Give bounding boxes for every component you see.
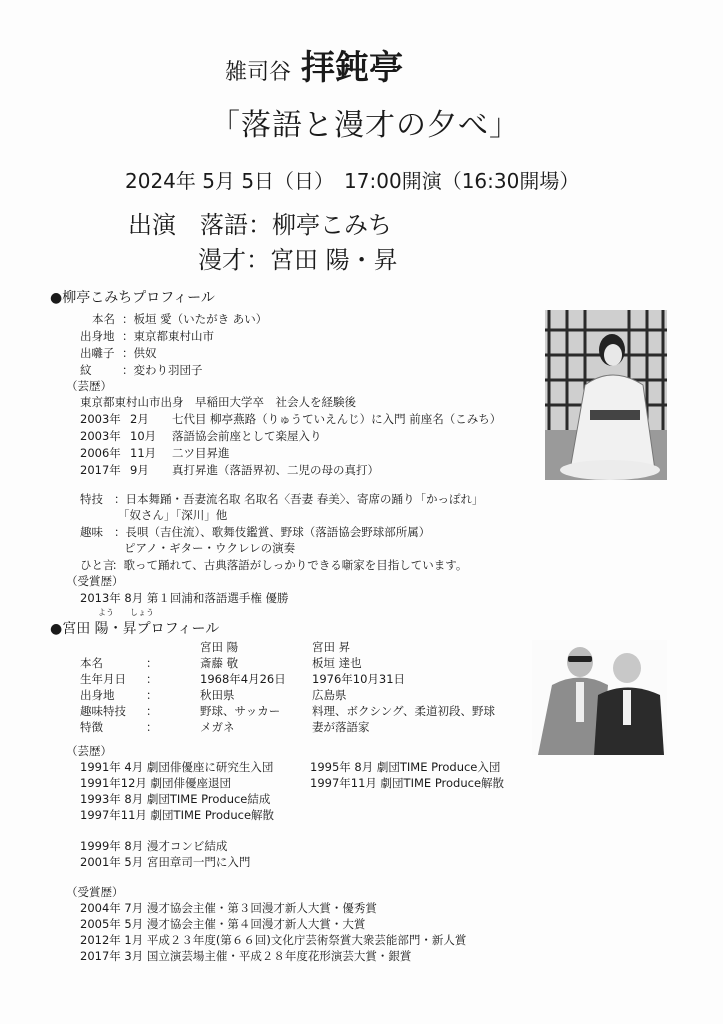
miyata-award-heading: （受賞歴） [66, 885, 124, 899]
komichi-photo [545, 310, 667, 480]
miyata-row-you-4: メガネ [200, 720, 235, 734]
cast-manzai: 漫才：宮田 陽・昇 [198, 246, 398, 274]
komichi-skills-2: 「奴さん」「深川」他 [118, 508, 228, 522]
miyata-career-left-0: 1991年 4月 劇団俳優座に研究生入団 [80, 760, 274, 774]
miyata-career-left-2: 1993年 8月 劇団TIME Produce結成 [80, 792, 271, 806]
miyata-row-label-3: 趣味特技 [80, 704, 126, 718]
miyata-career-more-1: 2001年 5月 宮田章司一門に入門 [80, 855, 251, 869]
komichi-info-value-2: ：供奴 [122, 346, 157, 360]
komichi-career-month-2: 11月 [130, 446, 157, 460]
event-title: 「落語と漫才の夕べ」 [210, 108, 520, 143]
komichi-word-label: ひと言 [80, 558, 115, 572]
miyata-row-label-0: 本名 [80, 656, 103, 670]
miyata-career-left-3: 1997年11月 劇団TIME Produce解散 [80, 808, 275, 822]
venue-small: 雑司谷 [225, 60, 292, 85]
paper-show-through [590, 20, 720, 310]
miyata-row-you-1: 1968年4月26日 [200, 672, 286, 686]
komichi-hobby-1: ：長唄（吉住流）、歌舞伎鑑賞、野球（落語協会野球部所属） [114, 525, 431, 539]
komichi-career-text-2: 二ツ目昇進 [172, 446, 230, 460]
miyata-photo-drawing [532, 640, 667, 755]
miyata-row-you-3: 野球、サッカー [200, 704, 281, 718]
miyata-award-2: 2012年 1月 平成２３年度(第６６回)文化庁芸術祭賞大衆芸能部門・新人賞 [80, 933, 467, 947]
miyata-row-label-1: 生年月日 [80, 672, 126, 686]
komichi-career-year-2: 2006年 [80, 446, 121, 460]
ruby-shou: しょう [130, 608, 154, 617]
miyata-career-left-1: 1991年12月 劇団俳優座退団 [80, 776, 232, 790]
komichi-career-year-1: 2003年 [80, 429, 121, 443]
miyata-row-you-2: 秋田県 [200, 688, 235, 702]
miyata-row-label-2: 出身地 [80, 688, 115, 702]
komichi-info-value-3: ：変わり羽団子 [122, 363, 203, 377]
miyata-row-sep-1: ： [146, 672, 158, 686]
komichi-skills-1: ：日本舞踊・吾妻流名取 名取名〈吾妻 春美〉、寄席の踊り「かっぽれ」 [114, 492, 484, 506]
komichi-hobby-label: 趣味 [80, 525, 103, 539]
komichi-career-month-0: 2月 [130, 412, 149, 426]
miyata-row-you-0: 斎藤 敬 [200, 656, 239, 670]
miyata-row-shou-0: 板垣 達也 [312, 656, 362, 670]
miyata-heading: ●宮田 陽・昇プロフィール [50, 621, 220, 637]
komichi-career-text-3: 真打昇進（落語界初、二児の母の真打） [172, 463, 379, 477]
venue-name: 拝鈍亭 [301, 48, 404, 88]
miyata-row-sep-2: ： [146, 688, 158, 702]
miyata-row-sep-3: ： [146, 704, 158, 718]
komichi-heading: ●柳亭こみちプロフィール [50, 290, 215, 306]
komichi-info-value-0: ：板垣 愛（いたがき あい） [122, 312, 268, 326]
komichi-career-heading: （芸歴） [66, 379, 112, 393]
miyata-career-heading: （芸歴） [66, 744, 112, 758]
komichi-career-year-3: 2017年 [80, 463, 121, 477]
miyata-award-1: 2005年 5月 漫才協会主催・第４回漫才新人大賞・大賞 [80, 917, 366, 931]
miyata-career-more-0: 1999年 8月 漫才コンビ結成 [80, 839, 228, 853]
komichi-info-label-1: 出身地 [80, 329, 115, 343]
ruby-you: よう [98, 608, 114, 617]
miyata-career-right-1: 1997年11月 劇団TIME Produce解散 [310, 776, 505, 790]
komichi-career-month-3: 9月 [130, 463, 149, 477]
miyata-row-shou-1: 1976年10月31日 [312, 672, 406, 686]
miyata-row-label-4: 特徴 [80, 720, 103, 734]
komichi-info-label-3: 紋 [80, 363, 92, 377]
miyata-row-sep-4: ： [146, 720, 158, 734]
miyata-col-shou: 宮田 昇 [312, 640, 351, 654]
miyata-col-you: 宮田 陽 [200, 640, 239, 654]
cast-rakugo: 出演 落語：柳亭こみち [128, 211, 392, 239]
miyata-photo [532, 640, 667, 755]
komichi-career-text-0: 七代目 柳亭燕路（りゅうていえんじ）に入門 前座名（こみち） [172, 412, 502, 426]
komichi-info-label-0: 本名 [92, 312, 115, 326]
miyata-award-0: 2004年 7月 漫才協会主催・第３回漫才新人大賞・優秀賞 [80, 901, 377, 915]
komichi-career-year-0: 2003年 [80, 412, 121, 426]
komichi-career-text-1: 落語協会前座として楽屋入り [172, 429, 322, 443]
miyata-row-sep-0: ： [146, 656, 158, 670]
miyata-career-right-0: 1995年 8月 劇団TIME Produce入団 [310, 760, 501, 774]
komichi-hobby-2: ピアノ・ギター・ウクレレの演奏 [124, 541, 296, 555]
komichi-photo-drawing [545, 310, 667, 480]
miyata-row-shou-2: 広島県 [312, 688, 347, 702]
event-datetime: 2024年 5月 5日（日） 17:00開演（16:30開場） [125, 169, 580, 193]
komichi-award: 2013年 8月 第１回浦和落語選手権 優勝 [80, 591, 289, 605]
komichi-career-intro: 東京都東村山市出身 早稲田大学卒 社会人を経験後 [80, 395, 356, 409]
komichi-word: ：歌って踊れて、古典落語がしっかりできる噺家を目指しています。 [112, 558, 468, 572]
komichi-award-heading: （受賞歴） [66, 574, 124, 588]
komichi-career-month-1: 10月 [130, 429, 157, 443]
miyata-row-shou-3: 料理、ボクシング、柔道初段、野球 [312, 704, 496, 718]
komichi-info-value-1: ：東京都東村山市 [122, 329, 214, 343]
venue-line [225, 40, 403, 89]
miyata-award-3: 2017年 3月 国立演芸場主催・平成２８年度花形演芸大賞・銀賞 [80, 949, 412, 963]
komichi-skills-label: 特技 [80, 492, 103, 506]
miyata-row-shou-4: 妻が落語家 [312, 720, 370, 734]
komichi-info-label-2: 出囃子 [80, 346, 115, 360]
